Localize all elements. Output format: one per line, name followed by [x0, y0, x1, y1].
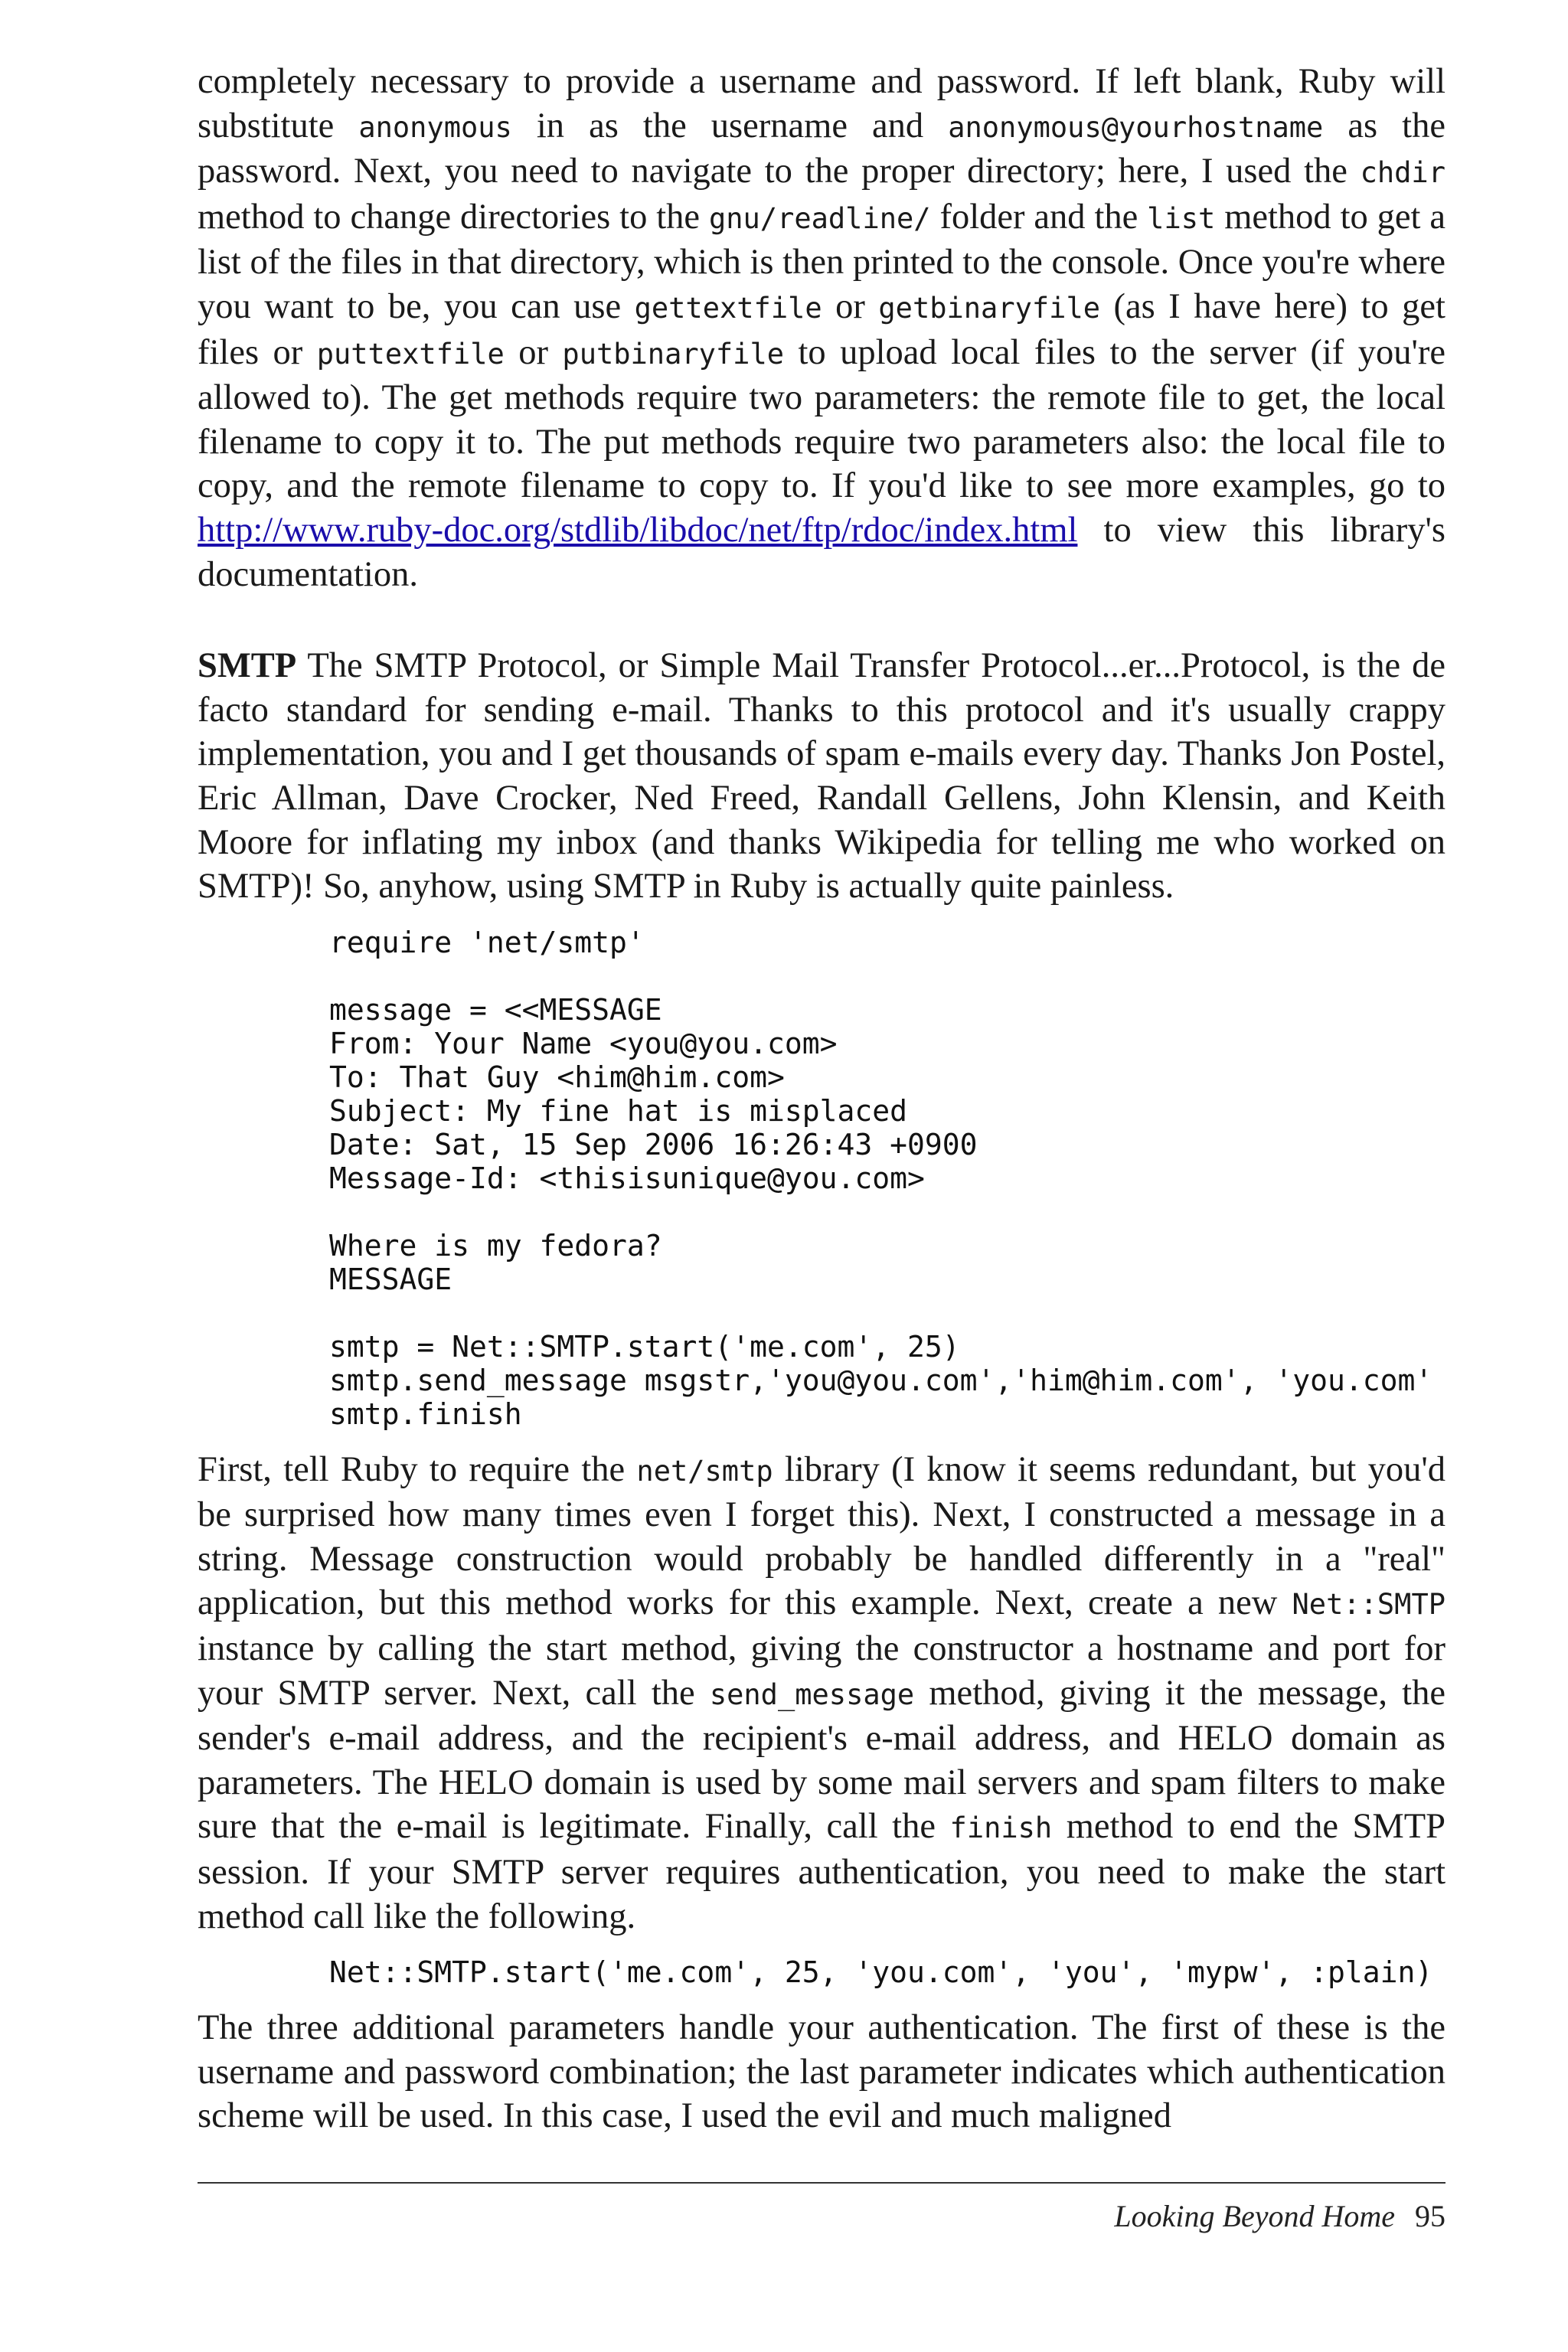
inline-code: finish [949, 1811, 1053, 1845]
footer-rule [198, 2182, 1446, 2184]
inline-code: puttextfile [316, 337, 505, 371]
paragraph-smtp-intro: SMTP The SMTP Protocol, or Simple Mail Transfer Protocol...er...Protocol, is the de facto standard for sending e-mail. Thanks to this protocol and it's usually crappy implementation, you and I get thousands of spam e-mails every day. Thanks Jon Postel, Eric Allman, Dave Crocker, Ned Freed, Randall Gellens, John Klensin, and Keith Moore for inflating my inbox (and thanks Wikipedia for telling me who worked on SMTP)! So, anyhow, using SMTP in Ruby is actually quite painless. [198, 646, 1446, 906]
code-block-smtp-auth: Net::SMTP.start('me.com', 25, 'you.com', 'you', 'mypw', :plain) [329, 1955, 1433, 1990]
inline-code: send_message [709, 1677, 915, 1711]
code-block-smtp-example: require 'net/smtp' message = <<MESSAGE From: Your Name <you@you.com> To: That Guy <him@him.com> Subject: My fine hat is misplaced Date: Sat, 15 Sep 2006 16:26:43 +0900 Message-Id: <thisisunique@you.com> Where is my fedora? MESSAGE smtp = Net::SMTP.start('me.com', 25) smtp.send_message msgstr,'you@you.com','him@him.com', 'you.com' smtp.finish [329, 925, 1433, 1431]
inline-code: net/smtp [636, 1454, 773, 1488]
paragraph-smtp-explanation: First, tell Ruby to require the net/smtp library (I know it seems redundant, but you'd be surprised how many times even I forget this). Next, I constructed a message in a string. Message construction would probably be handled differently in a "real" application, but this method works for this example. Next, create a new Net::SMTP instance by calling the start method, giving the constructor a hostname and port for your SMTP server. Next, call the send_message method, giving it the message, the sender's e-mail address, and the recipient's e-mail address, and HELO domain as parameters. The HELO domain is used by some mail servers and spam filters to make sure that the e-mail is legitimate. Finally, call the finish method to end the SMTP session. If your SMTP server requires authentication, you need to make the start method call like the following. [198, 1449, 1446, 1936]
page-number: 95 [1415, 2199, 1446, 2233]
running-title: Looking Beyond Home [1114, 2199, 1395, 2233]
inline-code: gettextfile [634, 291, 822, 325]
paragraph-ftp: completely necessary to provide a username and password. If left blank, Ruby will substitute anonymous in as the username and anonymous@yourhostname as the password. Next, you need to navigate to the proper directory; here, I used the chdir method to change directories to the gnu/readline/ folder and the list method to get a list of the files in that directory, which is then printed to the console. Once you're where you want to be, you can use gettextfile or getbinaryfile (as I have here) to get files or puttextfile or putbinaryfile to upload local files to the server (if you're allowed to). The get methods require two parameters: the remote file to get, the local filename to copy it to. The put methods require two parameters also: the local file to copy, and the remote filename to copy to. If you'd like to see more examples, go to http://www.ruby-doc.org/stdlib/libdoc/net/ftp/rdoc/index.html to view this library's documentation. [198, 62, 1446, 594]
inline-code: anonymous [358, 110, 512, 144]
text-column [198, 60, 1446, 2138]
inline-code: getbinaryfile [878, 291, 1100, 325]
inline-code: list [1147, 201, 1216, 235]
paragraph-gap [198, 596, 1446, 644]
inline-code: chdir [1360, 156, 1446, 190]
ruby-doc-link[interactable]: http://www.ruby-doc.org/stdlib/libdoc/net/ftp/rdoc/index.html [198, 510, 1078, 550]
inline-code: anonymous@yourhostname [948, 110, 1324, 144]
section-heading-smtp: SMTP [198, 646, 297, 686]
inline-code: gnu/readline/ [708, 201, 931, 235]
inline-code: putbinaryfile [562, 337, 785, 371]
page-footer [1114, 2197, 1446, 2236]
paragraph-auth: The three additional parameters handle your authentication. The first of these is the username and password combination; the last parameter indicates which authentication scheme will be used. In this case, I used the evil and much maligned [198, 2008, 1446, 2136]
inline-code: Net::SMTP [1292, 1588, 1446, 1622]
